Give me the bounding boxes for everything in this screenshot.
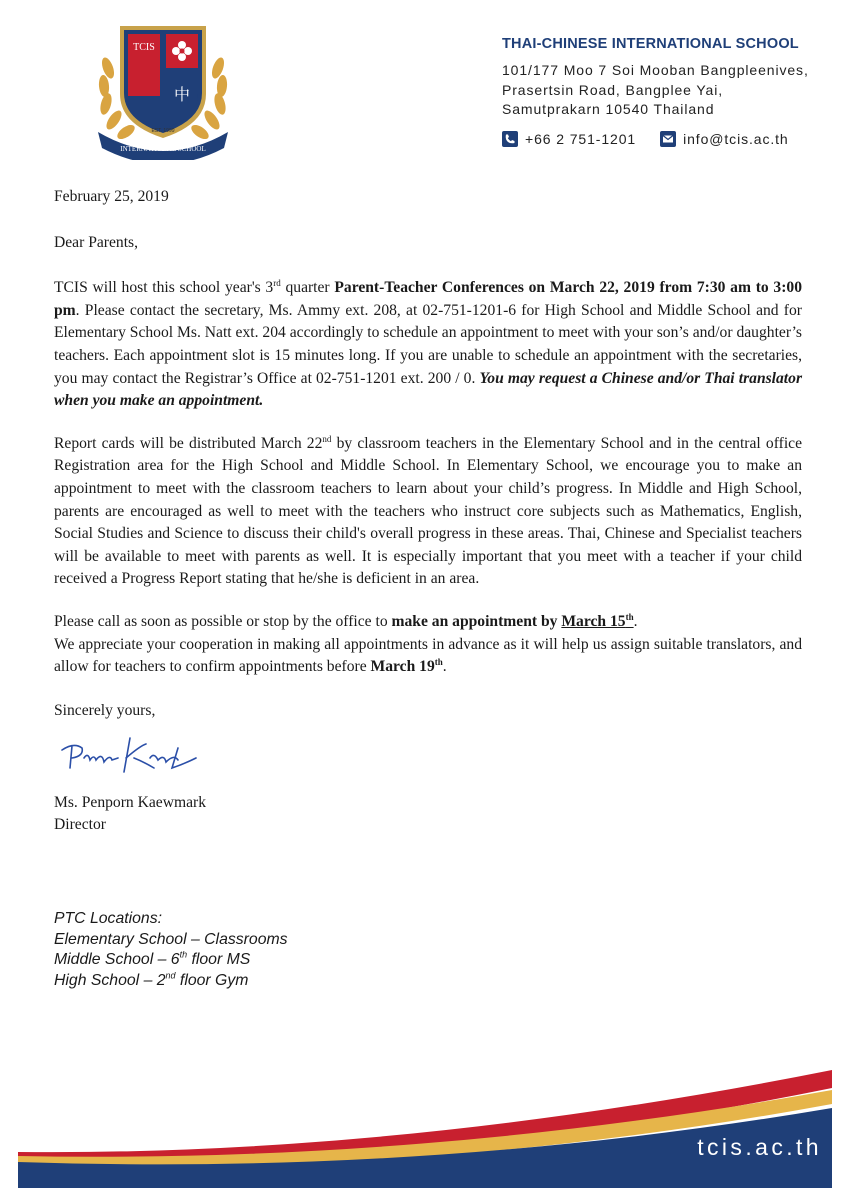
- letterhead: [502, 36, 832, 147]
- greeting: Dear Parents,: [54, 233, 138, 251]
- ptc-elementary: Elementary School – Classrooms: [54, 930, 288, 948]
- phone-number[interactable]: +66 2 751-1201: [525, 130, 637, 147]
- paragraph-cooperation: We appreciate your cooperation in making all appointments in advance as it will help us assign suitable translators, and allow for teachers to confirm appointments before March 19th.: [54, 635, 802, 676]
- email-address[interactable]: info@tcis.ac.th: [683, 130, 789, 147]
- ptc-high: High School – 2nd floor Gym: [54, 970, 249, 989]
- letter-body: [54, 186, 802, 837]
- footer-website[interactable]: tcis.ac.th: [697, 1134, 822, 1160]
- letter-date: February 25, 2019: [54, 188, 169, 205]
- email-icon: [660, 131, 676, 147]
- paragraph-conferences: TCIS will host this school year's 3rd quarter Parent-Teacher Conferences on March 22, 2019 from 7:30 am to 3:00 pm. Please contact the secretary, Ms. Ammy ext. 208, at 02-751-1201-6 for High School and Middle School and for Elementary School Ms. Natt ext. 204 accordingly to schedule an appointment to meet with your son’s and/or daughter’s teachers. Each appointment slot is 15 minutes long. If you are unable to schedule an appointment with the secretaries, you may contact the Registrar’s Office at 02-751-1201 ext. 200 / 0. You may request a Chinese and/or Thai translator when you make an appointment.: [54, 278, 803, 410]
- svg-text:中: 中: [173, 85, 191, 104]
- ptc-middle: Middle School – 6th floor MS: [54, 949, 251, 968]
- signature: [54, 728, 214, 784]
- paragraph-appointment: Please call as soon as possible or stop by the office to make an appointment by March 15th.: [54, 611, 638, 630]
- svg-text:EST. 1999: EST. 1999: [151, 128, 175, 134]
- signer-title: Director: [54, 816, 106, 834]
- svg-text:TCIS: TCIS: [133, 42, 155, 53]
- closing: Sincerely yours,: [54, 701, 156, 719]
- svg-text:INTERNATIONAL SCHOOL: INTERNATIONAL SCHOOL: [120, 145, 206, 153]
- school-address: 101/177 Moo 7 Soi Mooban Bangpleenives, Prasertsin Road, Bangplee Yai, Samutprakarn 10540 Thailand: [502, 62, 809, 117]
- school-name: THAI-CHINESE INTERNATIONAL SCHOOL: [502, 36, 799, 52]
- ptc-heading: PTC Locations:: [54, 910, 162, 927]
- ptc-locations: [54, 909, 288, 991]
- contact-line: [502, 131, 832, 147]
- footer-banner: [0, 1060, 848, 1200]
- phone-icon: [502, 131, 518, 147]
- signer-name: Ms. Penporn Kaewmark: [54, 793, 207, 811]
- school-logo: [92, 20, 234, 160]
- paragraph-report-cards: Report cards will be distributed March 22nd by classroom teachers in the Elementary School and in the central office Registration area for the High School and Middle School. In Elementary School, we encourage you to make an appointment to meet with the classroom teachers to learn about your child’s progress. In Middle and High School, parents are encouraged as well to meet with the teachers who instruct core subjects such as Mathematics, English, Social Studies and Science to discuss their child's overall progress in these areas. Thai, Chinese and Specialist teachers will be available to meet with parents as well. It is especially important that you meet with a teacher if your child received a Progress Report stating that he/she is deficient in an area.: [54, 433, 802, 588]
